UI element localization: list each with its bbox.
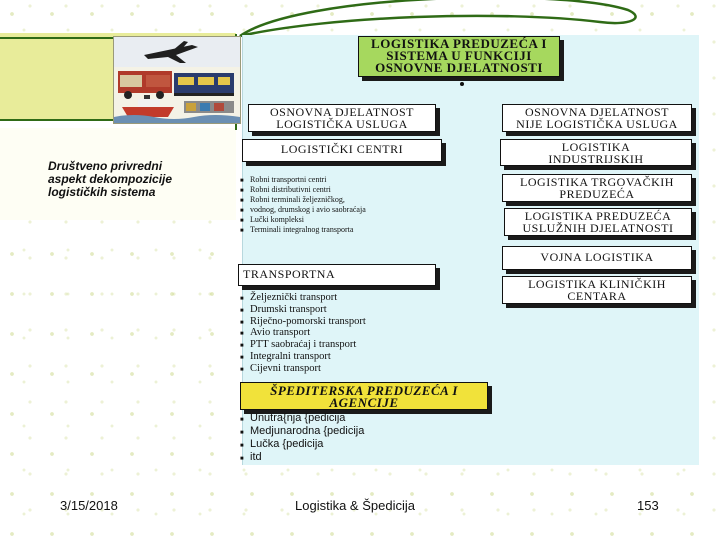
- logistics-centers-box: LOGISTIČKI CENTRI: [242, 139, 442, 162]
- list-item: ■ Drumski transport: [240, 304, 366, 316]
- page-number: 153: [637, 498, 659, 513]
- list-item: ■ Cijevni transport: [240, 363, 366, 375]
- service-logistics-box: LOGISTIKA PREDUZEĆA USLUŽNIH DJELATNOSTI: [504, 208, 692, 236]
- list-item: ■ Robni transportni centri: [240, 175, 366, 185]
- transport-list: [240, 292, 366, 375]
- list-item: ■ Lučki kompleksi: [240, 215, 366, 225]
- list-item: ■ PTT saobraćaj i transport: [240, 339, 366, 351]
- right-heading-box: OSNOVNA DJELATNOST NIJE LOGISTIČKA USLUGA: [502, 104, 692, 132]
- list-item: ■ Terminali integralnog transporta: [240, 225, 366, 235]
- transport-box: TRANSPORTNA: [238, 264, 436, 286]
- list-item: ■ Robni terminali željezničkog,: [240, 195, 366, 205]
- logistics-centers-list: [240, 175, 366, 235]
- list-item: ■ Unutra{nja {pedicija: [240, 412, 364, 425]
- slide-subtitle: Društveno privredni aspekt dekompozicije logističkih sistema: [48, 159, 173, 199]
- trade-logistics-box: LOGISTIKA TRGOVAČKIH PREDUZEĆA: [502, 174, 692, 202]
- list-item: ■ Riječno-pomorski transport: [240, 316, 366, 328]
- military-logistics-box: VOJNA LOGISTIKA: [502, 246, 692, 270]
- transport-collage-image: [113, 36, 241, 124]
- list-item: ■ itd: [240, 451, 364, 464]
- connector-dot: [460, 82, 464, 86]
- spedition-list: [240, 412, 364, 464]
- industrial-logistics-box: LOGISTIKA INDUSTRIJSKIH: [500, 139, 692, 166]
- spedition-box: ŠPEDITERSKA PREDUZEĆA I AGENCIJE: [240, 382, 488, 410]
- list-item: ■ vodnog, drumskog i avio saobraćaja: [240, 205, 366, 215]
- list-item: ■ Integralni transport: [240, 351, 366, 363]
- clinical-logistics-box: LOGISTIKA KLINIČKIH CENTARA: [502, 276, 692, 304]
- list-item: ■ Medjunarodna {pedicija: [240, 425, 364, 438]
- footer-title: Logistika & Špedicija: [295, 498, 415, 513]
- list-item: ■ Željeznički transport: [240, 292, 366, 304]
- top-box: LOGISTIKA PREDUZEĆA I SISTEMA U FUNKCIJI OSNOVNE DJELATNOSTI: [358, 36, 560, 77]
- list-item: ■ Robni distributivni centri: [240, 185, 366, 195]
- list-item: ■ Avio transport: [240, 327, 366, 339]
- list-item: ■ Lučka {pedicija: [240, 438, 364, 451]
- left-heading-box: OSNOVNA DJELATNOST LOGISTIČKA USLUGA: [248, 104, 436, 132]
- footer-date: 3/15/2018: [60, 498, 118, 513]
